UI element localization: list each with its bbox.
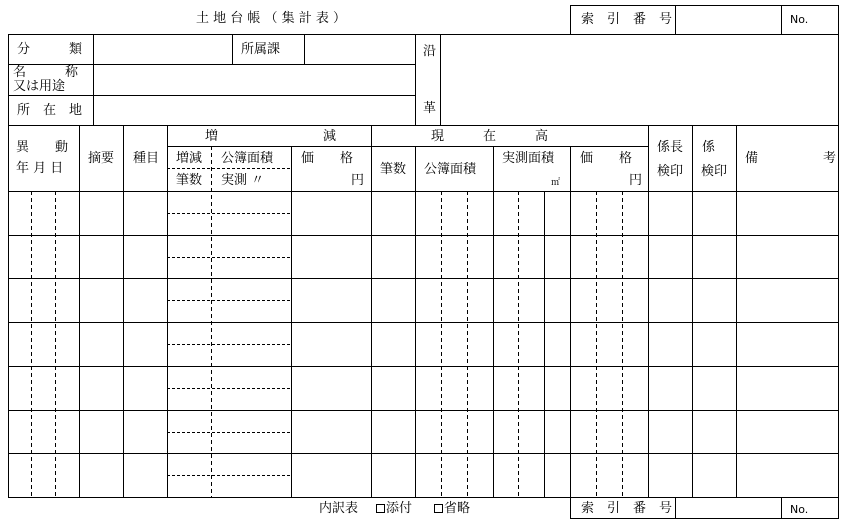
name-field[interactable] xyxy=(94,65,415,95)
increase-label: 増 xyxy=(205,129,219,144)
attached-label: 添付 xyxy=(386,501,413,516)
index-number-field-bottom[interactable] xyxy=(676,498,781,518)
count-label: 筆数 xyxy=(176,173,203,188)
omitted-checkbox[interactable] xyxy=(434,501,470,516)
sqm-label: ㎡ xyxy=(551,178,561,188)
index-number-label: 索 引 番 号 xyxy=(581,12,673,27)
ledger-area-label-2: 公簿面積 xyxy=(424,162,477,177)
form-title: 土 地 台 帳 （ 集 計 表 ） xyxy=(196,11,347,26)
name-label-top: 名 称 xyxy=(13,65,79,80)
staff-label-bottom: 検印 xyxy=(701,164,728,179)
price-label-2: 価 格 xyxy=(580,151,633,166)
type-label: 種目 xyxy=(133,151,160,166)
index-number-field[interactable] xyxy=(676,6,781,34)
actual-area-label: 実測面積 xyxy=(502,151,555,166)
chief-label-bottom: 検印 xyxy=(657,164,684,179)
yen-label: 円 xyxy=(351,173,365,188)
classification-label: 分 類 xyxy=(17,42,83,57)
omitted-checkbox-box[interactable] xyxy=(434,504,443,513)
index-number-label-bottom: 索 引 番 号 xyxy=(581,501,673,516)
summary-label: 摘要 xyxy=(88,151,115,166)
inc-dec-label: 増減 xyxy=(176,151,203,166)
current-label: 現 在 高 xyxy=(431,129,549,144)
change-date-label-top: 異 動 xyxy=(16,140,69,155)
classification-field[interactable] xyxy=(94,35,232,64)
chief-label-top: 係長 xyxy=(657,140,684,155)
count-label-2: 筆数 xyxy=(380,162,407,177)
no-label: No. xyxy=(790,13,809,26)
history-label-top: 沿 xyxy=(423,44,437,59)
history-label-bottom: 革 xyxy=(423,101,437,116)
change-date-label-bottom: 年 月 日 xyxy=(16,161,64,176)
breakdown-label: 内訳表 xyxy=(319,501,359,516)
yen-label-2: 円 xyxy=(629,173,643,188)
price-label: 価 格 xyxy=(301,151,354,166)
decrease-label: 減 xyxy=(323,129,337,144)
staff-label-top: 係 xyxy=(702,140,716,155)
actual-label: 実測 〃 xyxy=(221,173,265,188)
department-field[interactable] xyxy=(305,35,415,64)
attached-checkbox-box[interactable] xyxy=(376,504,385,513)
ledger-area-label: 公簿面積 xyxy=(221,151,274,166)
remarks-label: 備 考 xyxy=(745,151,837,166)
omitted-label: 省略 xyxy=(444,501,471,516)
department-label: 所属課 xyxy=(241,42,281,57)
location-field[interactable] xyxy=(94,96,415,125)
no-label-bottom: No. xyxy=(790,503,809,516)
name-label-bottom: 又は用途 xyxy=(13,79,66,94)
history-field[interactable] xyxy=(441,35,838,125)
location-label: 所 在 地 xyxy=(17,103,83,118)
attached-checkbox[interactable] xyxy=(376,501,412,516)
